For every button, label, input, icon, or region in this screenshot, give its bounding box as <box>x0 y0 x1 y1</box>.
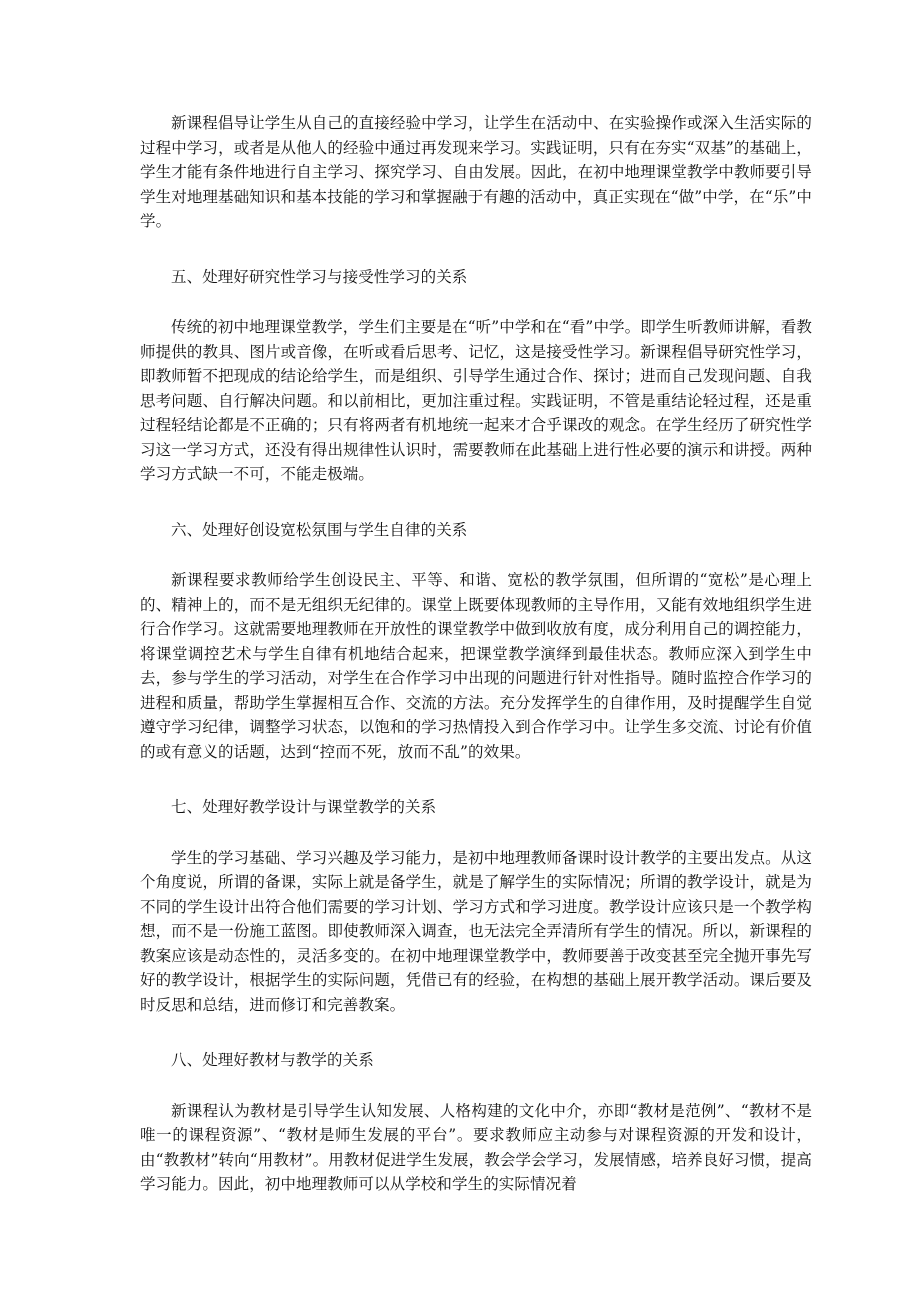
body-paragraph: 学生的学习基础、学习兴趣及学习能力，是初中地理教师备课时设计教学的主要出发点。从这个角度说，所谓的备课，实际上就是备学生，就是了解学生的实际情况；所谓的教学设计，就是为不同的学生设计出符合他们需要的学习计划、学习方式和学习进度。教学设计应该只是一个教学构想，而不是一份施工蓝图。即使教师深入调查，也无法完全弄清所有学生的情况。所以，新课程的教案应该是动态性的，灵活多变的。在初中地理课堂教学中，教师要善于改变甚至完全抛开事先写好的教学设计，根据学生的实际问题，凭借已有的经验，在构想的基础上展开教学活动。课后要及时反思和总结，进而修订和完善教案。 <box>140 848 812 1014</box>
section-heading: 八、处理好教材与教学的关系 <box>171 1051 374 1069</box>
section-heading: 五、处理好研究性学习与接受性学习的关系 <box>171 267 468 286</box>
body-paragraph: 新课程要求教师给学生创设民主、平等、和谐、宽松的教学氛围，但所谓的“宽松”是心理上的、精神上的，而不是无组织无纪律的。课堂上既要体现教师的主导作用，又能有效地组织学生进行合作学习。这就需要地理教师在开放性的课堂教学中做到收放有度，成分利用自己的调控能力，将课堂调控艺术与学生自律有机地结合起来，把课堂教学演绎到最佳状态。教师应深入到学生中去，参与学生的学习活动，对学生在合作学习中出现的问题进行针对性指导。随时监控合作学习的进程和质量，帮助学生掌握相互合作、交流的方法。充分发挥学生的自律作用，及时提醒学生自觉遵守学习纪律，调整学习状态，以饱和的学习热情投入到合作学习中。让学生多交流、讨论有价值的或有意义的话题，达到“控而不死，放而不乱”的效果。 <box>140 571 812 761</box>
section-heading: 六、处理好创设宽松氛围与学生自律的关系 <box>171 520 468 539</box>
section-heading: 七、处理好教学设计与课堂教学的关系 <box>171 798 437 816</box>
body-paragraph: 新课程倡导让学生从自己的直接经验中学习，让学生在活动中、在实验操作或深入生活实际的过程中学习，或者是从他人的经验中通过再发现来学习。实践证明，只有在夯实“双基”的基础上，学生才能有条件地进行自主学习、探究学习、自由发展。因此，在初中地理课堂教学中教师要引导学生对地理基础知识和基本技能的学习和掌握融于有趣的活动中，真正实现在“做”中学，在“乐”中学。 <box>140 114 812 230</box>
body-paragraph: 新课程认为教材是引导学生认知发展、人格构建的文化中介，亦即“教材是范例”、“教材不是唯一的课程资源”、“教材是师生发展的平台”。要求教师应主动参与对课程资源的开发和设计，由“教教材”转向“用教材”。用教材促进学生发展，教会学会学习，发展情感，培养良好习惯，提高学习能力。因此，初中地理教师可以从学校和学生的实际情况着 <box>140 1101 812 1193</box>
body-paragraph: 传统的初中地理课堂教学，学生们主要是在“听”中学和在“看”中学。即学生听教师讲解，看教师提供的教具、图片或音像，在听或看后思考、记忆，这是接受性学习。新课程倡导研究性学习，即教师暂不把现成的结论给学生，而是组织、引导学生通过合作、探讨；进而自己发现问题、自我思考问题、自行解决问题。和以前相比，更加注重过程。实践证明，不管是重结论轻过程，还是重过程轻结论都是不正确的；只有将两者有机地统一起来才合乎课改的观念。在学生经历了研究性学习这一学习方式，还没有得出规律性认识时，需要教师在此基础上进行性必要的演示和讲授。两种学习方式缺一不可，不能走极端。 <box>140 318 812 483</box>
